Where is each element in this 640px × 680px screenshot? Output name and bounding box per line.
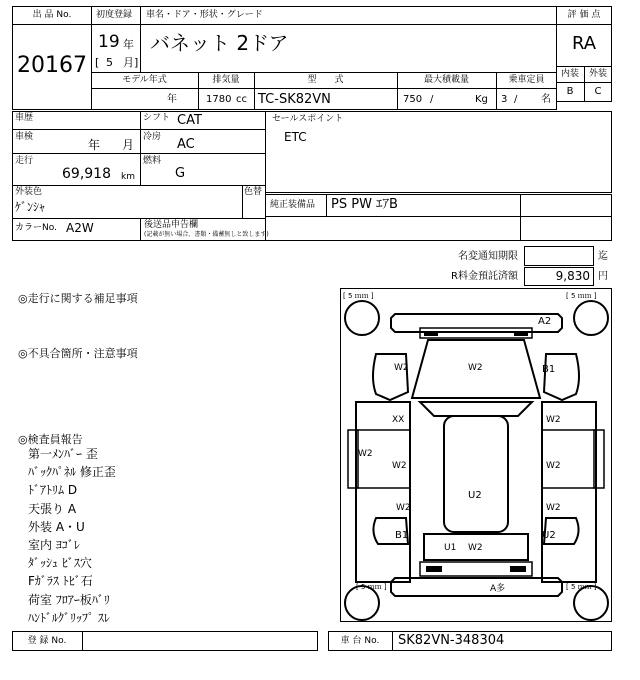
tire-rear-left xyxy=(345,586,379,620)
windshield xyxy=(420,402,532,416)
equipment-box xyxy=(265,194,612,241)
max-load-label: 最大積載量 xyxy=(423,75,469,85)
rear-bumper xyxy=(391,578,562,596)
mileage-value: 69,918 xyxy=(62,166,111,182)
color-label: 外装色 xyxy=(15,187,43,197)
inspector-report-item: 第一ﾒﾝﾊﾞｰ 歪 xyxy=(28,447,98,461)
inspector-report-item: 室内 ﾖｺﾞﾚ xyxy=(28,538,80,552)
equipment-value: PS PW ｴｱB xyxy=(331,197,398,212)
max-load-slash: / xyxy=(430,94,434,105)
model-year-unit: 年 xyxy=(167,94,177,105)
color-change-label: 色替 xyxy=(244,187,263,197)
sales-point-label: セールスポイント xyxy=(272,114,344,124)
mark-rear-bumper: A多 xyxy=(490,584,506,594)
first-registration-label: 初度登録 xyxy=(96,10,133,20)
recycle-fee-unit: 円 xyxy=(598,271,608,282)
defects-notes-title: ◎不具合箇所・注意事項 xyxy=(18,347,138,360)
mark-roof: U2 xyxy=(468,490,482,501)
inspection-month-unit: 月 xyxy=(122,138,135,152)
type-value: TC-SK82VN xyxy=(258,92,331,107)
inspection-label: 車検 xyxy=(15,132,34,142)
inspector-report-item: ﾊﾞｯｸﾊﾟﾈﾙ 修正歪 xyxy=(28,465,116,480)
front-bumper xyxy=(391,314,562,332)
inspector-report-item: ﾀﾞｯｼｭ ﾋﾞｽ穴 xyxy=(28,556,92,571)
interior-label: 内装 xyxy=(560,69,579,79)
fuel-label: 燃料 xyxy=(143,156,162,166)
registration-year: 19 xyxy=(98,32,120,52)
mark-left-door: W2 xyxy=(392,461,407,471)
registration-number-label: 登 録 No. xyxy=(27,636,67,646)
inspector-report-item: Fｶﾞﾗｽ ﾄﾋﾞ石 xyxy=(28,574,93,589)
shift-value: CAT xyxy=(177,113,202,128)
mark-right-rear-upper: W2 xyxy=(546,503,561,513)
mileage-label: 走行 xyxy=(15,156,34,166)
mark-left-rear-upper: W2 xyxy=(396,503,411,513)
inspector-report-title: ◎検査員報告 xyxy=(18,433,83,446)
recycle-fee-label: R料金預託済額 xyxy=(451,271,518,282)
mileage-unit: km xyxy=(121,172,135,182)
lot-number-label: 出 品 No. xyxy=(32,10,72,20)
equipment-label: 純正装備品 xyxy=(270,200,316,210)
mark-right-front-fender: B1 xyxy=(542,364,556,375)
cooler-value: AC xyxy=(177,137,195,152)
mark-left-side-panel: W2 xyxy=(358,449,373,459)
mark-right-front-door-top: W2 xyxy=(546,415,561,425)
cooler-label: 冷房 xyxy=(143,132,162,142)
lot-number: 20167 xyxy=(17,53,87,78)
tire-front-left xyxy=(345,301,379,335)
inspector-report-item: 荷室 ﾌﾛｱｰ板ﾊﾞﾘ xyxy=(28,592,110,607)
tire-front-left-label: [ 5 ｍｍ ] xyxy=(343,292,374,300)
mark-rear-right: W2 xyxy=(468,543,483,553)
displacement-label: 排気量 xyxy=(212,75,240,85)
mark-right-door: W2 xyxy=(546,461,561,471)
left-front-fender xyxy=(373,354,408,400)
history-label: 車歴 xyxy=(15,113,34,123)
inspector-report-item: ﾊﾝﾄﾞﾙｸﾞﾘｯﾌﾟ ｽﾚ xyxy=(28,610,110,625)
driving-notes-title: ◎走行に関する補足事項 xyxy=(18,292,138,305)
car-name: バネット 2ドア xyxy=(150,31,289,55)
deadline-box xyxy=(524,246,594,266)
vehicle-damage-diagram xyxy=(340,288,612,622)
color-value: ｹﾞﾝｼｬ xyxy=(15,200,46,214)
tire-front-right xyxy=(574,301,608,335)
chassis-number-value: SK82VN-348304 xyxy=(398,633,505,648)
inspection-year-unit: 年 xyxy=(88,138,101,152)
shift-label: シフト xyxy=(143,113,171,123)
tire-rear-left-label: [ 5 ｍｍ ] xyxy=(356,583,387,591)
displacement-value: 1780 xyxy=(206,94,232,105)
deadline-unit: 迄 xyxy=(598,251,608,262)
exterior-label: 外装 xyxy=(588,69,607,79)
evaluation-score: RA xyxy=(571,33,597,54)
evaluation-label: 評 価 点 xyxy=(567,10,601,20)
inspector-report-item: 外装 A・U xyxy=(28,519,85,534)
max-load-value: 750 xyxy=(403,94,423,105)
registration-year-unit: 年 xyxy=(123,38,134,51)
car-name-label: 車名・ドア・形状・グレード xyxy=(146,10,263,20)
exterior-grade: C xyxy=(594,86,602,97)
right-front-fender xyxy=(544,354,579,400)
registration-month: 5 xyxy=(106,56,113,69)
registration-month-open: [ xyxy=(95,56,100,69)
model-year-label: モデル年式 xyxy=(122,75,167,85)
mark-rear-left: U1 xyxy=(444,543,457,553)
registration-month-unit: 月] xyxy=(123,56,139,69)
tire-rear-right-label: [ 5 ｍｍ ] xyxy=(566,583,597,591)
type-label: 型 式 xyxy=(307,75,344,85)
tire-front-right-label: [ 5 ｍｍ ] xyxy=(566,292,597,300)
chassis-number-label: 車 台 No. xyxy=(340,636,380,646)
fuel-value: G xyxy=(175,166,186,181)
color-number-value: A2W xyxy=(66,221,94,235)
tire-rear-right xyxy=(574,586,608,620)
inspector-report-item: 天張り A xyxy=(28,501,77,516)
recycle-fee-value: 9,830 xyxy=(555,269,590,283)
mark-left-front-fender: W2 xyxy=(394,363,409,373)
max-load-unit: Kg xyxy=(475,94,488,105)
capacity-label: 乗車定員 xyxy=(508,75,545,85)
mark-left-front-door-top: XX xyxy=(392,415,405,425)
capacity-unit: 名 xyxy=(541,94,551,105)
capacity-value: 3 xyxy=(501,94,508,105)
aftermarket-label: 後送品申告欄 xyxy=(144,220,199,230)
capacity-slash: / xyxy=(514,94,518,105)
color-number-label: カラーNo. xyxy=(15,223,57,233)
mark-front-bumper: A2 xyxy=(538,316,552,327)
sales-point-value: ETC xyxy=(284,130,307,144)
inspector-report-item: ﾄﾞｱﾄﾘﾑ D xyxy=(28,483,78,498)
right-side-body xyxy=(542,402,596,582)
roof-panel xyxy=(444,416,508,532)
details-left-box xyxy=(12,111,266,241)
aftermarket-note: (記載が無い場合、書類・備蓄無しと致します) xyxy=(144,231,269,238)
interior-grade: B xyxy=(566,86,574,97)
mark-hood: W2 xyxy=(468,363,483,373)
left-side-body xyxy=(356,402,410,582)
deadline-label: 名変通知期限 xyxy=(458,251,518,262)
displacement-unit: cc xyxy=(236,94,247,105)
mark-left-rear-quarter: B1 xyxy=(395,530,409,541)
mark-right-rear-quarter: U2 xyxy=(542,530,556,541)
